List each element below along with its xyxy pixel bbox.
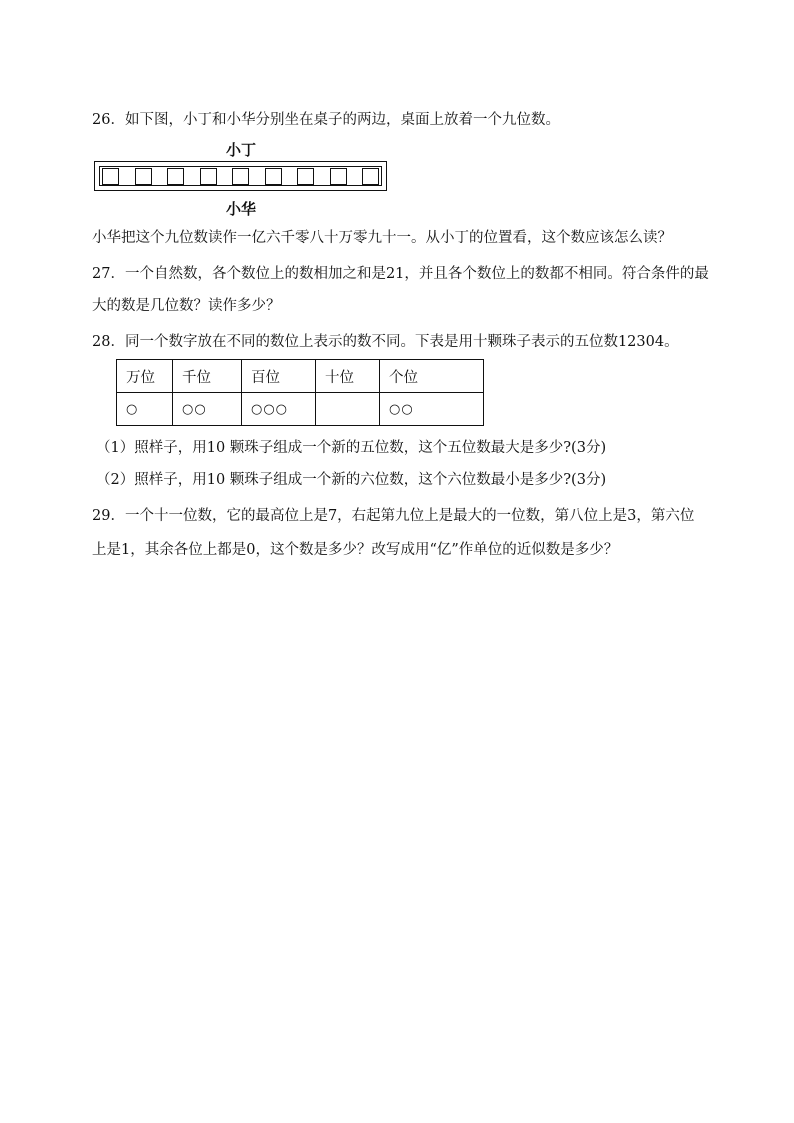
beads-wan: ○ <box>117 393 173 426</box>
q28-sub2: （2）照样子，用10 颗珠子组成一个新的六位数，这个六位数最小是多少?(3分) <box>96 472 607 488</box>
desk-diagram <box>94 161 387 191</box>
q27-line1: 27．一个自然数，各个数位上的数相加之和是21，并且各个数位上的数都不相同。符合条件的最 <box>92 266 709 282</box>
digit-box <box>330 168 347 185</box>
header-wan: 万位 <box>117 360 173 393</box>
digit-box <box>102 168 119 185</box>
q26-question: 小华把这个九位数读作一亿六千零八十万零九十一。从小丁的位置看，这个数应该怎么读？ <box>92 230 672 246</box>
header-ge: 个位 <box>380 360 484 393</box>
digit-box <box>362 168 379 185</box>
table-beads-row <box>117 393 484 426</box>
q27-line2: 大的数是几位数？读作多少？ <box>92 298 281 314</box>
header-bai: 百位 <box>242 360 316 393</box>
beads-qian: ○○ <box>173 393 242 426</box>
desk-top <box>99 166 382 186</box>
q29-line1: 29．一个十一位数，它的最高位上是7，右起第九位上是最大的一位数，第八位上是3，第六位 <box>92 508 695 524</box>
table-header-row <box>117 360 484 393</box>
beads-shi <box>316 393 380 426</box>
header-shi: 十位 <box>316 360 380 393</box>
digit-box <box>265 168 282 185</box>
q28-sub1: （1）照样子，用10 颗珠子组成一个新的五位数，这个五位数最大是多少?(3分) <box>96 440 607 456</box>
digit-box <box>200 168 217 185</box>
beads-ge: ○○ <box>380 393 484 426</box>
digit-box <box>297 168 314 185</box>
bead-place-value-table <box>116 359 484 426</box>
xiaoding-label: 小丁 <box>226 141 257 159</box>
q28-intro: 28．同一个数字放在不同的数位上表示的数不同。下表是用十颗珠子表示的五位数12304。 <box>92 334 679 350</box>
beads-bai: ○○○ <box>242 393 316 426</box>
digit-box <box>135 168 152 185</box>
header-qian: 千位 <box>173 360 242 393</box>
xiaohua-label: 小华 <box>226 200 257 218</box>
q29-line2: 上是1，其余各位上都是0，这个数是多少？改写成用“亿”作单位的近似数是多少？ <box>92 542 619 558</box>
digit-box <box>232 168 249 185</box>
q26-intro: 26．如下图，小丁和小华分别坐在桌子的两边，桌面上放着一个九位数。 <box>92 112 560 128</box>
digit-box <box>167 168 184 185</box>
